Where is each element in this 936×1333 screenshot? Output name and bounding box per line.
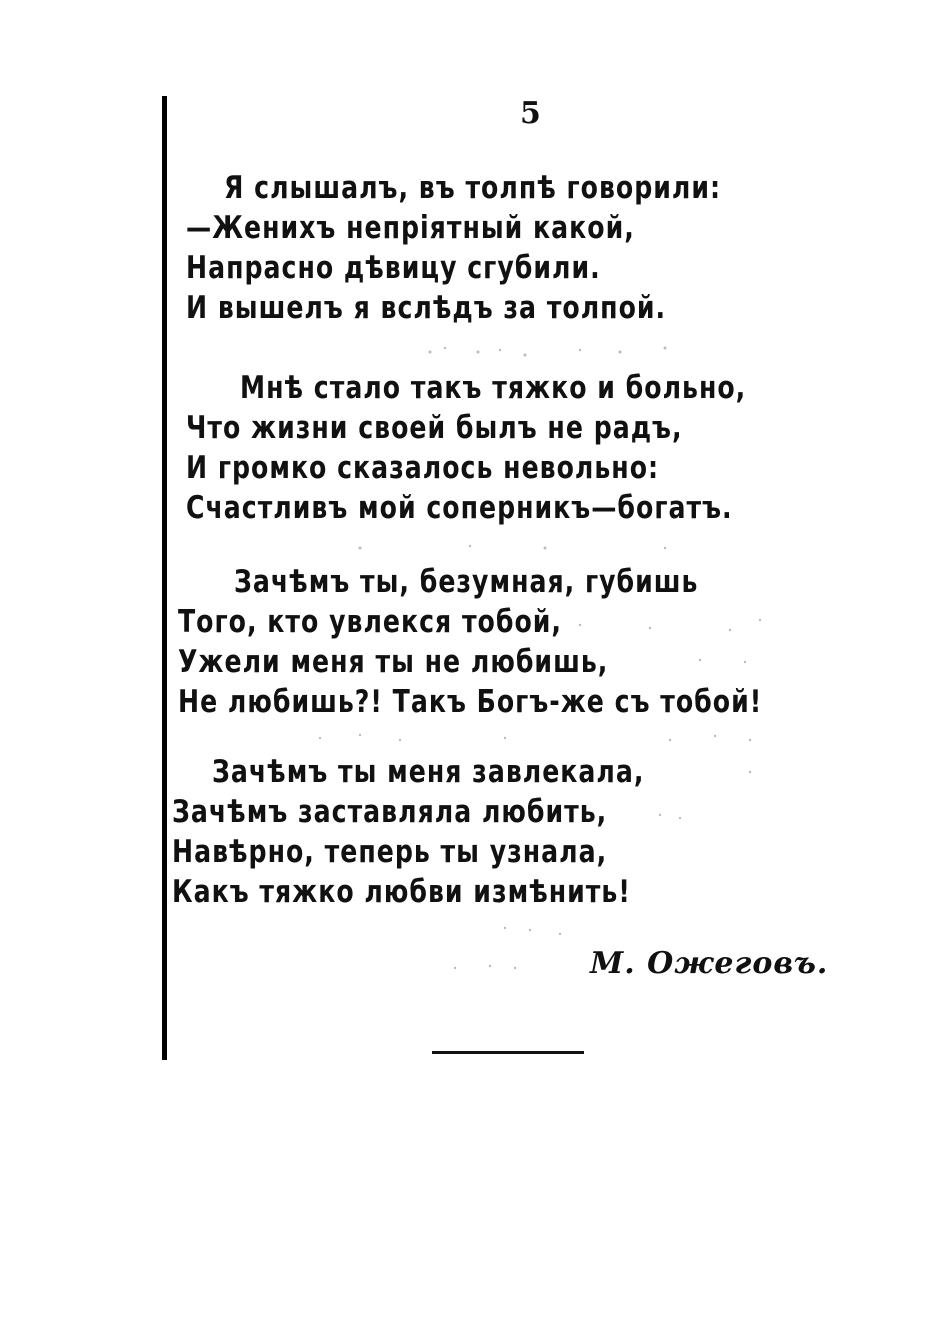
stanza-2 xyxy=(186,368,786,528)
poem-line: Я слышалъ, въ толпѣ говорили: xyxy=(224,168,722,206)
poem-line: Напрасно дѣвицу сгубили. xyxy=(186,248,601,286)
poem-line: Какъ тяжко любви измѣнить! xyxy=(172,872,631,910)
poem-line: И громко сказалось невольно: xyxy=(186,448,660,486)
page-number: 5 xyxy=(520,96,541,131)
poem-line: И вышелъ я вслѣдъ за толпой. xyxy=(186,288,667,326)
stanza-1 xyxy=(186,168,786,328)
poem-line: Навѣрно, теперь ты узнала, xyxy=(172,832,608,870)
poem-line: Зачѣмъ ты меня завлекала, xyxy=(212,752,645,790)
author-signature: М. Ожеговъ. xyxy=(590,946,829,981)
poem-line: Того, кто увлекся тобой, xyxy=(178,602,562,640)
poem-line: —Женихъ непріятный какой, xyxy=(186,208,635,246)
stanza-4 xyxy=(172,752,772,912)
poem-line: Зачѣмъ ты, безумная, губишь xyxy=(234,562,699,600)
stanza-3 xyxy=(178,562,778,722)
poem-line: Мнѣ стало такъ тяжко и больно, xyxy=(240,368,747,406)
poem-line: Не любишь?! Такъ Богъ-же съ тобой! xyxy=(178,682,763,720)
poem-line: Что жизни своей былъ не радъ, xyxy=(186,408,683,446)
poem-line: Ужели меня ты не любишь, xyxy=(178,642,609,680)
poem-line: Счастливъ мой соперникъ—богатъ. xyxy=(186,488,733,526)
left-margin-rule xyxy=(162,96,167,1060)
end-rule xyxy=(432,1051,584,1054)
poem-line: Зачѣмъ заставляла любить, xyxy=(172,792,608,830)
